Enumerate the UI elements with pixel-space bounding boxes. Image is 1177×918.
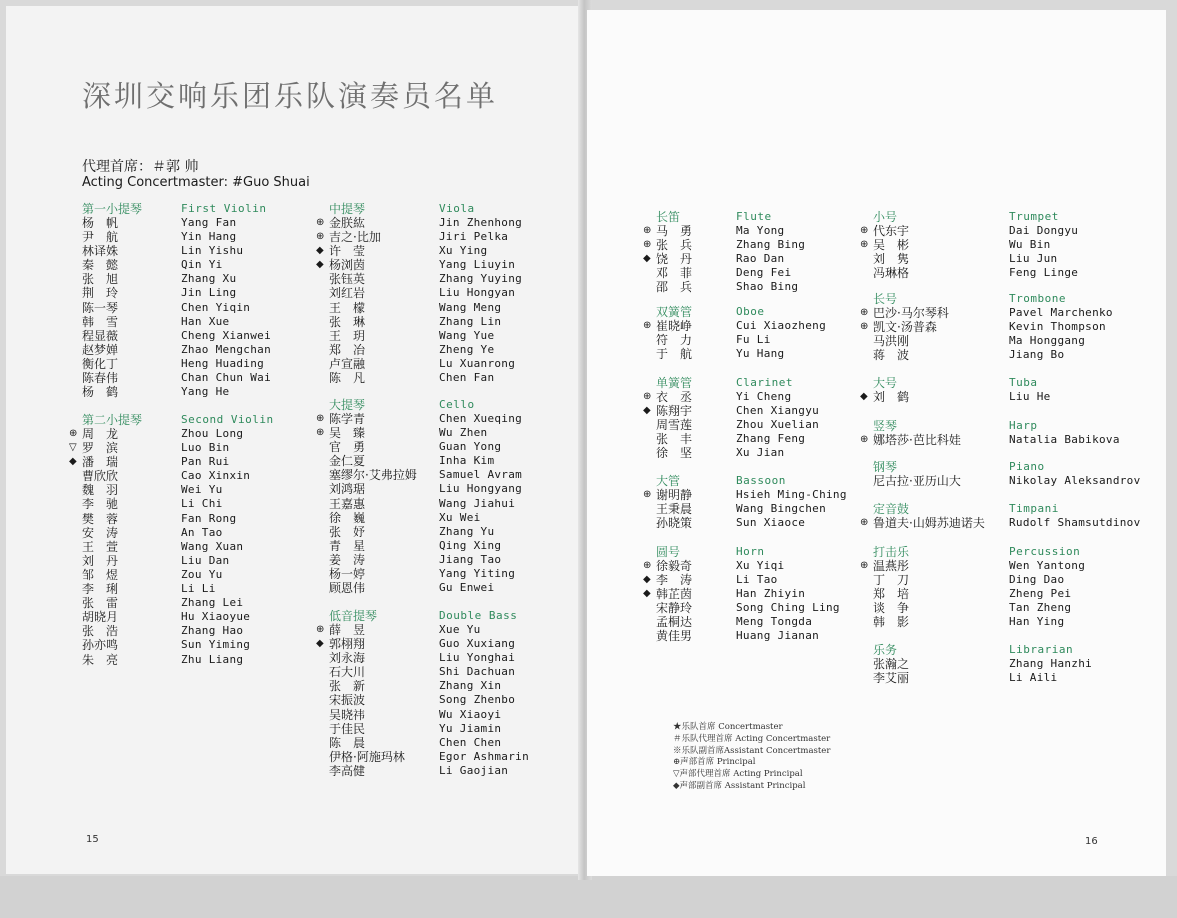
role-mark-icon: ⊕ [860,560,869,571]
member-name-en: Ma Honggang [1009,334,1086,348]
member-name-cn: 塞缪尔·艾弗拉姆 [329,468,417,483]
member-name-cn: 刘 丹 [82,553,119,568]
member-name-cn: 张 丰 [656,432,693,447]
member-name-cn: 宋振波 [329,693,366,708]
member-name-en: Li Chi [181,497,223,511]
member-name-cn: 刘 隽 [873,252,910,267]
role-mark-icon: ◆ [69,456,77,468]
member-name-cn: 郑 培 [873,587,910,602]
member-name-en: Zhao Mengchan [181,342,271,356]
member-name-cn: 巴沙·马尔琴科 [873,306,949,320]
member-name-en: Wang Meng [439,300,502,314]
member-name-cn: 杨 帆 [82,216,119,230]
role-mark-icon: ◆ [316,259,324,271]
member-name-cn: 薛 昱 [329,623,366,637]
section-title-en: Horn [736,545,765,558]
member-name-en: Chan Chun Wai [181,371,271,385]
member-name-cn: 张 妤 [329,524,366,539]
member-name-cn: 卢宣融 [329,356,366,371]
role-mark-icon: ⊕ [860,321,869,333]
member-name-cn: 尼古拉·亚历山大 [873,474,961,488]
member-name-en: Natalia Babikova [1009,433,1120,446]
role-mark-icon: ⊕ [69,428,78,439]
member-name-en: Luo Bin [181,441,230,455]
member-name-cn: 王 玥 [329,328,366,343]
member-name-cn: 曹欣欣 [82,469,119,484]
member-name-cn: 程显薇 [82,328,119,343]
member-name-en: Yin Hang [181,230,237,244]
member-name-en: Shao Bing [736,280,799,294]
member-name-cn: 徐 坚 [656,446,693,461]
member-name-cn: 刘 鹤 [873,390,910,404]
role-mark-icon: ◆ [643,574,651,586]
member-name-en: Tan Zheng [1009,601,1072,615]
member-name-en: Li Tao [736,573,778,587]
legend-item: ＃乐队代理首席 Acting Concertmaster [673,733,831,744]
member-name-cn: 陈一琴 [82,300,119,315]
section-title-en: Bassoon [736,474,786,487]
member-name-en: Wang Xuan [181,539,244,553]
role-mark-icon: ⊕ [316,624,325,635]
member-name-en: Shi Dachuan [439,665,516,679]
section-title-en: Second Violin [181,413,274,426]
member-name-en: Dai Dongyu [1009,224,1079,237]
member-name-en: Xu Ying [439,244,488,258]
member-name-cn: 张 兵 [656,238,693,253]
member-name-en: Zhang Feng [736,432,806,446]
member-name-en: Lu Xuanrong [439,356,516,370]
section-title-cn: 圆号 [656,545,681,559]
member-name-cn: 孙晓策 [656,516,693,531]
member-name-cn: 吴晓祎 [329,707,366,722]
role-mark-icon: ⊕ [643,320,652,331]
member-name-cn: 金朕紘 [329,216,366,230]
role-mark-icon: ⊕ [316,231,325,243]
member-name-cn: 韩 雪 [82,314,119,329]
member-name-en: Nikolay Aleksandrov [1009,474,1141,487]
section-title-cn: 双簧管 [656,305,693,319]
member-name-en: Xu Yiqi [736,559,785,572]
legend-item: ⊕声部首席 Principal [673,757,756,768]
section-title-cn: 竖琴 [873,419,898,433]
right-page [587,10,1166,876]
member-name-cn: 王秉晨 [656,502,693,517]
member-name-en: Chen Chen [439,735,502,749]
member-name-en: Hsieh Ming-Ching [736,488,847,501]
member-name-cn: 孟桐达 [656,615,693,630]
role-mark-icon: ⊕ [860,239,869,251]
section-title-en: Librarian [1009,643,1074,656]
member-name-en: Zou Yu [181,567,223,581]
member-name-cn: 饶 丹 [656,252,693,267]
member-name-cn: 王 萱 [82,539,119,554]
role-mark-icon: ⊕ [860,517,869,528]
member-name-en: Fu Li [736,333,771,347]
member-name-cn: 赵梦婵 [82,342,119,357]
legend [673,722,830,793]
member-name-en: Xu Wei [439,510,481,524]
member-name-cn: 伊格·阿施玛林 [329,749,405,764]
member-name-en: Ding Dao [1009,573,1065,587]
member-name-en: Zhu Liang [181,652,244,666]
member-name-en: Egor Ashmarin [439,749,529,763]
member-name-en: Zhang Lin [439,314,502,328]
member-name-en: Song Ching Ling [736,601,840,615]
member-name-cn: 杨浏茵 [329,258,366,273]
section-title-cn: 乐务 [873,643,898,657]
member-name-en: Chen Fan [439,371,495,385]
member-name-en: Rudolf Shamsutdinov [1009,516,1141,529]
member-name-cn: 杨 鹤 [82,385,119,400]
role-mark-icon: ◆ [316,245,324,257]
member-name-en: Wen Yantong [1009,559,1086,572]
section-title-cn: 大号 [873,376,898,390]
member-name-en: Zhang Bing [736,238,806,252]
member-name-en: Rao Dan [736,252,785,266]
role-mark-icon: ⊕ [316,217,325,228]
member-name-en: Yang Yiting [439,567,516,581]
member-name-cn: 刘红岩 [329,286,366,301]
member-name-cn: 宋静玲 [656,601,693,616]
member-name-cn: 衣 丞 [656,390,693,404]
member-name-cn: 马洪刚 [873,334,910,349]
member-name-en: Wang Jiahui [439,496,516,510]
member-name-en: Lin Yishu [181,244,244,258]
member-name-cn: 姜 涛 [329,552,366,567]
member-name-en: Yang He [181,385,230,399]
member-name-en: Li Gaojian [439,763,509,777]
role-mark-icon: ⊕ [860,225,869,236]
member-name-cn: 李高健 [329,763,366,778]
member-name-en: Jin Zhenhong [439,216,523,229]
member-name-cn: 安 涛 [82,525,119,540]
member-name-en: Liu Hongyan [439,286,516,300]
member-name-cn: 顾恩伟 [329,581,366,596]
member-name-cn: 吴 彬 [873,238,910,253]
member-name-cn: 潘 瑞 [82,455,119,470]
role-mark-icon: ◆ [316,638,324,650]
section-title-en: Double Bass [439,609,518,622]
member-name-cn: 吉之·比加 [329,230,381,245]
role-mark-icon: ⊕ [860,434,869,445]
member-name-en: Han Xue [181,314,230,328]
page-number: 16 [1085,836,1098,847]
member-name-cn: 代东宇 [873,224,910,238]
member-name-en: Pavel Marchenko [1009,306,1113,319]
member-name-en: Zhang Hanzhi [1009,657,1093,670]
section-title-cn: 单簧管 [656,376,693,390]
member-name-cn: 李 驰 [82,497,119,512]
role-mark-icon: ⊕ [643,560,652,571]
member-name-cn: 陈春伟 [82,371,119,386]
page-title: 深圳交响乐团乐队演奏员名单 [82,79,499,113]
member-name-en: Meng Tongda [736,615,813,629]
section-title-en: Harp [1009,419,1038,432]
member-name-cn: 秦 懿 [82,258,119,273]
member-name-en: Pan Rui [181,455,230,469]
member-name-cn: 郭栩翔 [329,637,366,652]
member-name-en: Song Zhenbo [439,693,516,707]
section-title-en: Flute [736,210,772,223]
left-page [6,6,586,874]
member-name-en: Liu He [1009,390,1051,403]
member-name-cn: 樊 蓉 [82,511,119,526]
member-name-cn: 于 航 [656,347,693,362]
section-title-cn: 大提琴 [329,398,366,412]
section-title-en: First Violin [181,202,267,215]
member-name-en: Zhang Lei [181,596,244,610]
member-name-cn: 邵 兵 [656,280,693,295]
member-name-cn: 青 星 [329,538,366,553]
member-name-en: Wang Bingchen [736,502,826,516]
member-name-cn: 黄佳男 [656,629,693,644]
role-mark-icon: ⊕ [643,489,652,500]
role-mark-icon: ⊕ [316,427,325,439]
member-name-cn: 李艾丽 [873,671,910,686]
member-name-cn: 王 檬 [329,300,366,315]
member-name-en: Yu Jiamin [439,721,502,735]
section-title-cn: 小号 [873,210,898,224]
legend-item: ▽声部代理首席 Acting Principal [673,769,803,780]
section-title-en: Trombone [1009,292,1066,305]
member-name-cn: 金仁夏 [329,454,366,469]
member-name-cn: 官 勇 [329,440,366,455]
member-name-cn: 张 雷 [82,596,119,611]
member-name-cn: 李 琍 [82,582,119,597]
member-name-en: Zhou Long [181,427,244,440]
member-name-en: Zheng Pei [1009,587,1072,601]
member-name-cn: 谢明静 [656,488,693,502]
member-name-cn: 刘鸿琚 [329,482,366,497]
role-mark-icon: ⊕ [316,413,325,424]
member-name-en: Fan Rong [181,511,237,525]
section-title-en: Oboe [736,305,765,318]
member-name-cn: 于佳民 [329,721,366,736]
role-mark-icon: ⊕ [643,391,652,402]
member-name-cn: 韩 影 [873,615,910,630]
member-name-en: Inha Kim [439,454,495,468]
member-name-cn: 张 新 [329,679,366,694]
section-title-en: Cello [439,398,475,411]
member-name-cn: 鲁道夫·山姆苏迪诺夫 [873,516,985,530]
scan-background [0,876,1177,918]
section-title-cn: 打击乐 [873,545,910,559]
section-title-en: Piano [1009,460,1045,473]
member-name-cn: 邹 煜 [82,567,119,582]
member-name-cn: 陈 凡 [329,371,366,386]
legend-item: ★乐队首席 Concertmaster [673,722,783,732]
member-name-cn: 陈学青 [329,412,366,426]
member-name-en: Han Ying [1009,615,1065,629]
member-name-en: Heng Huading [181,356,265,370]
member-name-en: Gu Enwei [439,581,495,595]
role-mark-icon: ◆ [643,405,651,417]
member-name-cn: 谈 争 [873,601,910,616]
member-name-en: An Tao [181,525,223,539]
member-name-cn: 张钰英 [329,272,366,287]
member-name-cn: 刘永海 [329,651,366,666]
member-name-cn: 胡晓月 [82,610,119,625]
member-name-en: Jiang Tao [439,552,502,566]
member-name-cn: 邓 菲 [656,266,693,281]
member-name-en: Sun Yiming [181,638,251,652]
member-name-cn: 马 勇 [656,224,693,238]
member-name-cn: 冯琳格 [873,266,910,281]
section-title-cn: 第二小提琴 [82,413,143,427]
acting-concertmaster-cn: 代理首席：＃郭 帅 [82,159,199,175]
member-name-en: Chen Xiangyu [736,404,820,418]
member-name-en: Ma Yong [736,224,785,237]
member-name-cn: 孙亦鸣 [82,638,119,653]
member-name-en: Jiri Pelka [439,230,509,244]
member-name-cn: 韩芷茵 [656,587,693,602]
member-name-en: Guan Yong [439,440,502,454]
member-name-en: Zhang Xu [181,272,237,286]
section-title-cn: 中提琴 [329,202,366,216]
member-name-cn: 李 涛 [656,573,693,588]
member-name-cn: 杨一婷 [329,567,366,582]
member-name-en: Chen Yiqin [181,300,251,314]
member-name-en: Jiang Bo [1009,348,1065,362]
member-name-en: Cheng Xianwei [181,328,271,342]
member-name-cn: 魏 羽 [82,483,119,498]
member-name-en: Chen Xueqing [439,412,523,425]
member-name-cn: 罗 滨 [82,441,119,456]
member-name-en: Zheng Ye [439,342,495,356]
member-name-en: Li Li [181,582,216,596]
member-name-en: Feng Linge [1009,266,1079,280]
member-name-en: Wu Bin [1009,238,1051,252]
member-name-cn: 凯文·汤普森 [873,320,937,335]
member-name-cn: 蒋 波 [873,348,910,363]
member-name-cn: 徐 巍 [329,510,366,525]
member-name-en: Zhang Yuying [439,272,523,286]
member-name-cn: 陈翔宇 [656,404,693,419]
member-name-en: Li Aili [1009,671,1058,685]
member-name-en: Cao Xinxin [181,469,251,483]
member-name-cn: 石大川 [329,665,366,680]
member-name-cn: 温燕彤 [873,559,910,573]
member-name-cn: 郑 冶 [329,342,366,357]
member-name-en: Jin Ling [181,286,237,300]
member-name-cn: 衡化丁 [82,356,119,371]
page-number: 15 [86,834,99,845]
member-name-en: Yang Fan [181,216,237,229]
member-name-en: Yi Cheng [736,390,792,403]
section-title-cn: 低音提琴 [329,609,378,623]
section-title-cn: 定音鼓 [873,502,910,516]
member-name-cn: 张 旭 [82,272,119,287]
member-name-en: Kevin Thompson [1009,320,1106,334]
member-name-cn: 丁 刀 [873,573,910,588]
member-name-cn: 符 力 [656,333,693,348]
member-name-cn: 张 浩 [82,624,119,639]
section-title-en: Clarinet [736,376,793,389]
member-name-cn: 朱 亮 [82,652,119,667]
member-name-cn: 周雪莲 [656,418,693,433]
member-name-cn: 吴 臻 [329,426,366,441]
member-name-en: Huang Jianan [736,629,820,643]
member-name-cn: 林译姝 [82,244,119,259]
member-name-en: Zhang Yu [439,524,495,538]
member-name-cn: 崔晓峥 [656,319,693,333]
member-name-en: Xu Jian [736,446,785,460]
member-name-en: Wang Yue [439,328,495,342]
member-name-cn: 徐毅奇 [656,559,693,573]
member-name-en: Liu Jun [1009,252,1058,266]
legend-item: ◆声部副首席 Assistant Principal [673,780,806,791]
role-mark-icon: ◆ [643,588,651,600]
member-name-cn: 周 龙 [82,427,119,441]
member-name-en: Guo Xuxiang [439,637,516,651]
member-name-cn: 陈 晨 [329,735,366,750]
member-name-cn: 王嘉惠 [329,496,366,511]
member-name-en: Xue Yu [439,623,481,636]
legend-item: ※乐队副首席Assistant Concertmaster [673,745,831,756]
section-title-en: Timpani [1009,502,1059,515]
role-mark-icon: ◆ [643,253,651,265]
member-name-cn: 荆 玲 [82,286,119,301]
member-name-cn: 许 莹 [329,244,366,259]
member-name-en: Liu Hongyang [439,482,523,496]
member-name-en: Qin Yi [181,258,223,272]
section-title-en: Percussion [1009,545,1081,558]
member-name-en: Zhou Xuelian [736,418,820,432]
member-name-cn: 娜塔莎·芭比科娃 [873,433,961,447]
section-title-cn: 长号 [873,292,898,306]
member-name-cn: 张 琳 [329,314,366,329]
member-name-en: Yang Liuyin [439,258,516,272]
section-title-cn: 第一小提琴 [82,202,143,216]
member-name-en: Qing Xing [439,538,502,552]
role-mark-icon: ⊕ [860,307,869,318]
member-name-en: Wei Yu [181,483,223,497]
role-mark-icon: ⊕ [643,239,652,251]
role-mark-icon: ⊕ [643,225,652,236]
member-name-en: Wu Zhen [439,426,488,440]
member-name-en: Liu Dan [181,553,230,567]
role-mark-icon: ◆ [860,391,868,402]
section-title-en: Trumpet [1009,210,1059,223]
member-name-en: Samuel Avram [439,468,523,482]
section-title-cn: 钢琴 [873,460,898,474]
member-name-en: Sun Xiaoce [736,516,806,530]
member-name-en: Cui Xiaozheng [736,319,826,332]
section-title-cn: 大管 [656,474,681,488]
member-name-en: Hu Xiaoyue [181,610,251,624]
section-title-en: Viola [439,202,475,215]
role-mark-icon: ▽ [69,442,77,454]
member-name-en: Wu Xiaoyi [439,707,502,721]
acting-concertmaster-en: Acting Concertmaster: #Guo Shuai [82,175,310,190]
member-name-en: Zhang Hao [181,624,244,638]
member-name-en: Zhang Xin [439,679,502,693]
member-name-cn: 尹 航 [82,230,119,245]
member-name-en: Deng Fei [736,266,792,280]
section-title-cn: 长笛 [656,210,681,224]
member-name-cn: 张瀚之 [873,657,910,671]
section-title-en: Tuba [1009,376,1038,389]
member-name-en: Han Zhiyin [736,587,806,601]
member-name-en: Yu Hang [736,347,785,361]
member-name-en: Liu Yonghai [439,651,516,665]
